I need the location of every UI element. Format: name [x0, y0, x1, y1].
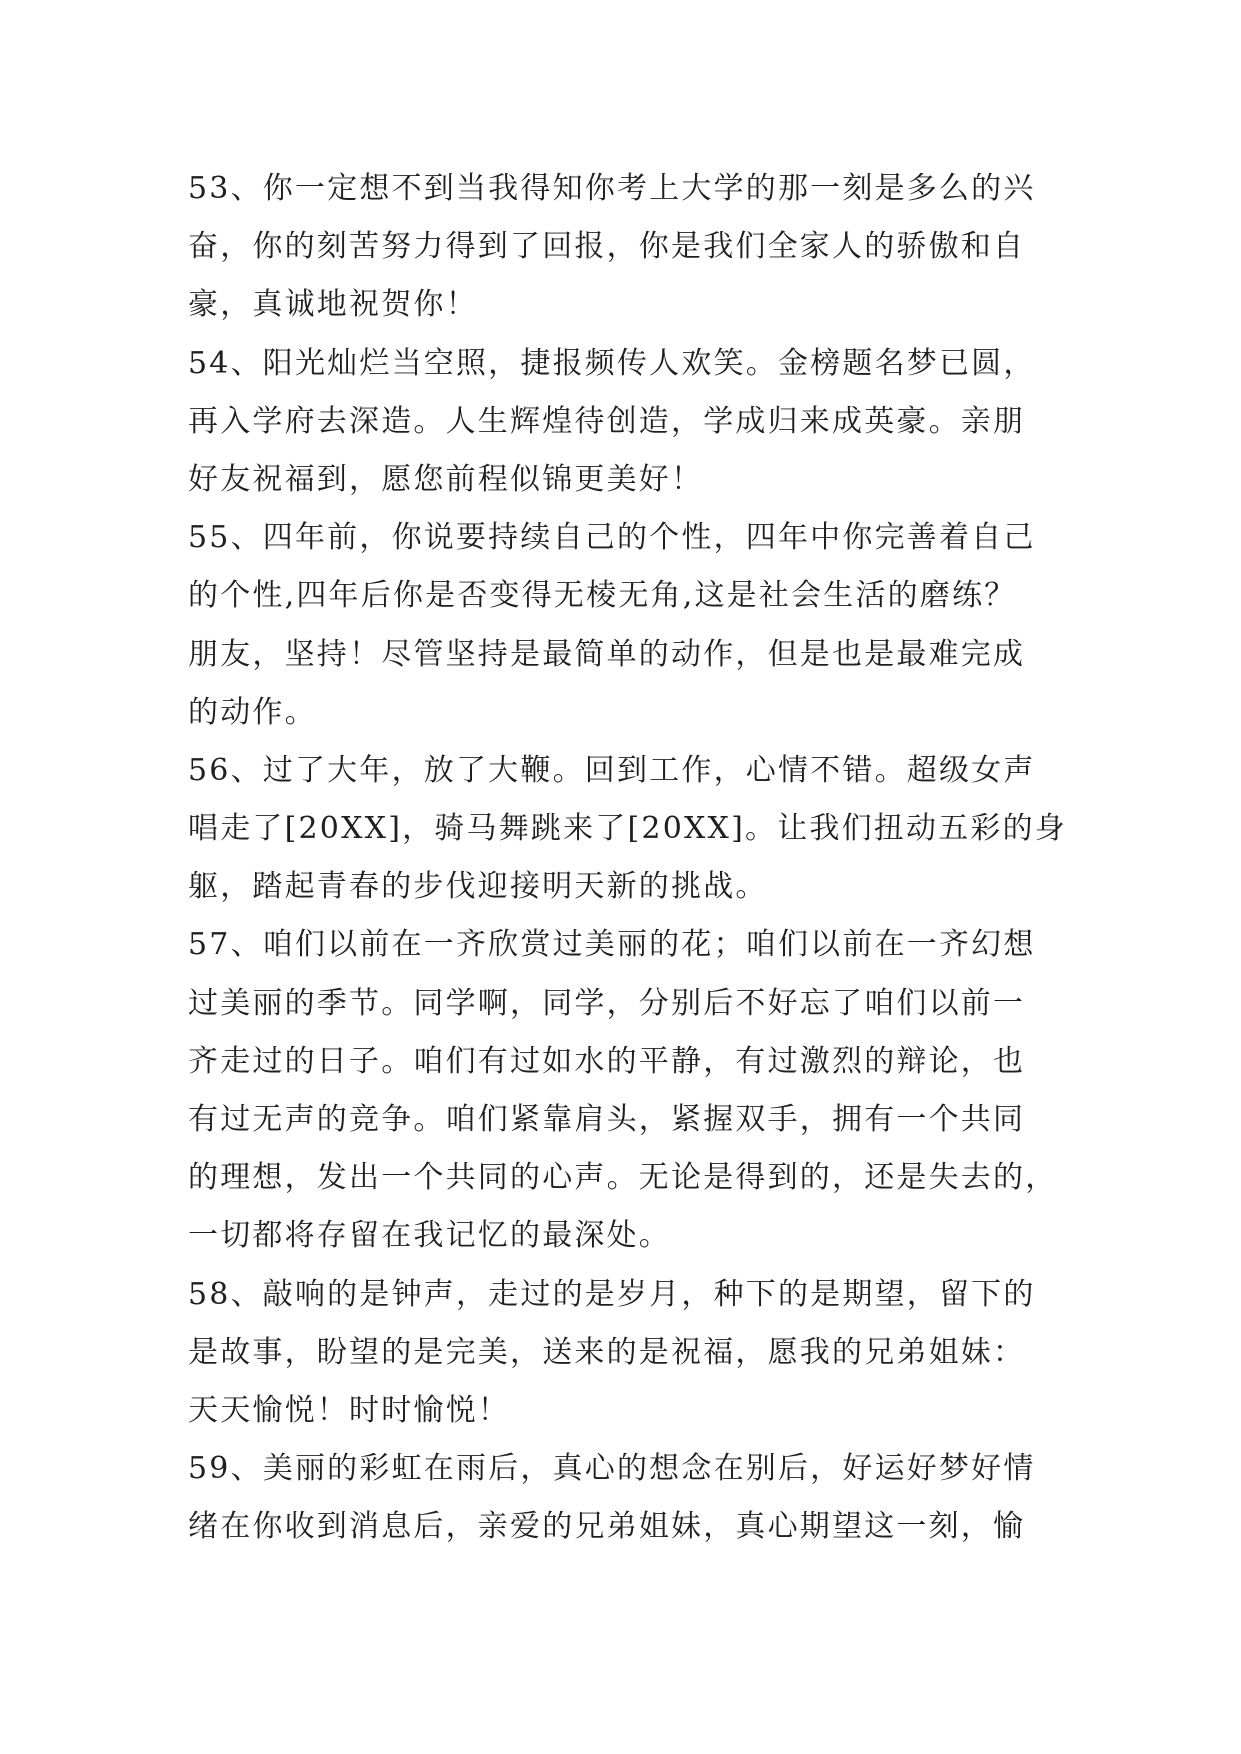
text-line: 齐走过的日子。咱们有过如水的平静，有过激烈的辩论，也 [188, 1043, 1026, 1079]
text-line: 奋，你的刻苦努力得到了回报，你是我们全家人的骄傲和自 [188, 229, 1026, 265]
text-line: 56、过了大年，放了大鞭。回到工作，心情不错。超级女声 [188, 752, 1036, 788]
paragraph-55 [188, 509, 1068, 742]
text-line: 的理想，发出一个共同的心声。无论是得到的，还是失去的， [188, 1160, 1058, 1196]
text-line: 54、阳光灿烂当空照，捷报频传人欢笑。金榜题名梦已圆， [188, 345, 1036, 381]
paragraph-58 [188, 1266, 1068, 1441]
text-line: 过美丽的季节。同学啊，同学，分别后不好忘了咱们以前一 [188, 985, 1026, 1021]
text-line: 一切都将存留在我记忆的最深处。 [188, 1218, 671, 1254]
text-line: 唱走了[20XX]，骑马舞跳来了[20XX]。让我们扭动五彩的身 [188, 811, 1067, 847]
text-line: 的个性,四年后你是否变得无棱无角,这是社会生活的磨练？ [188, 578, 1017, 614]
text-line: 再入学府去深造。人生辉煌待创造，学成归来成英豪。亲朋 [188, 403, 1026, 439]
text-line: 57、咱们以前在一齐欣赏过美丽的花；咱们以前在一齐幻想 [188, 927, 1036, 963]
paragraph-57 [188, 916, 1068, 1265]
text-line: 55、四年前，你说要持续自己的个性，四年中你完善着自己 [188, 520, 1036, 556]
text-line: 58、敲响的是钟声，走过的是岁月，种下的是期望，留下的 [188, 1276, 1036, 1312]
paragraph-53 [188, 160, 1068, 335]
paragraph-56 [188, 742, 1068, 917]
text-line: 豪，真诚地祝贺你！ [188, 287, 478, 323]
text-line: 是故事，盼望的是完美，送来的是祝福，愿我的兄弟姐妹： [188, 1334, 1026, 1370]
text-line: 好友祝福到，愿您前程似锦更美好！ [188, 461, 704, 497]
paragraph-59 [188, 1440, 1068, 1556]
text-line: 躯，踏起青春的步伐迎接明天新的挑战。 [188, 869, 768, 905]
text-line: 朋友，坚持！尽管坚持是最简单的动作，但是也是最难完成 [188, 636, 1026, 672]
text-line: 53、你一定想不到当我得知你考上大学的那一刻是多么的兴 [188, 171, 1036, 206]
document-body [188, 160, 1068, 1557]
text-line: 59、美丽的彩虹在雨后，真心的想念在别后，好运好梦好情 [188, 1451, 1036, 1487]
text-line: 天天愉悦！时时愉悦！ [188, 1392, 510, 1428]
text-line: 的动作。 [188, 694, 317, 730]
text-line: 有过无声的竞争。咱们紧靠肩头，紧握双手，拥有一个共同 [188, 1102, 1026, 1137]
text-line: 绪在你收到消息后，亲爱的兄弟姐妹，真心期望这一刻，愉 [188, 1509, 1026, 1545]
paragraph-54 [188, 335, 1068, 510]
